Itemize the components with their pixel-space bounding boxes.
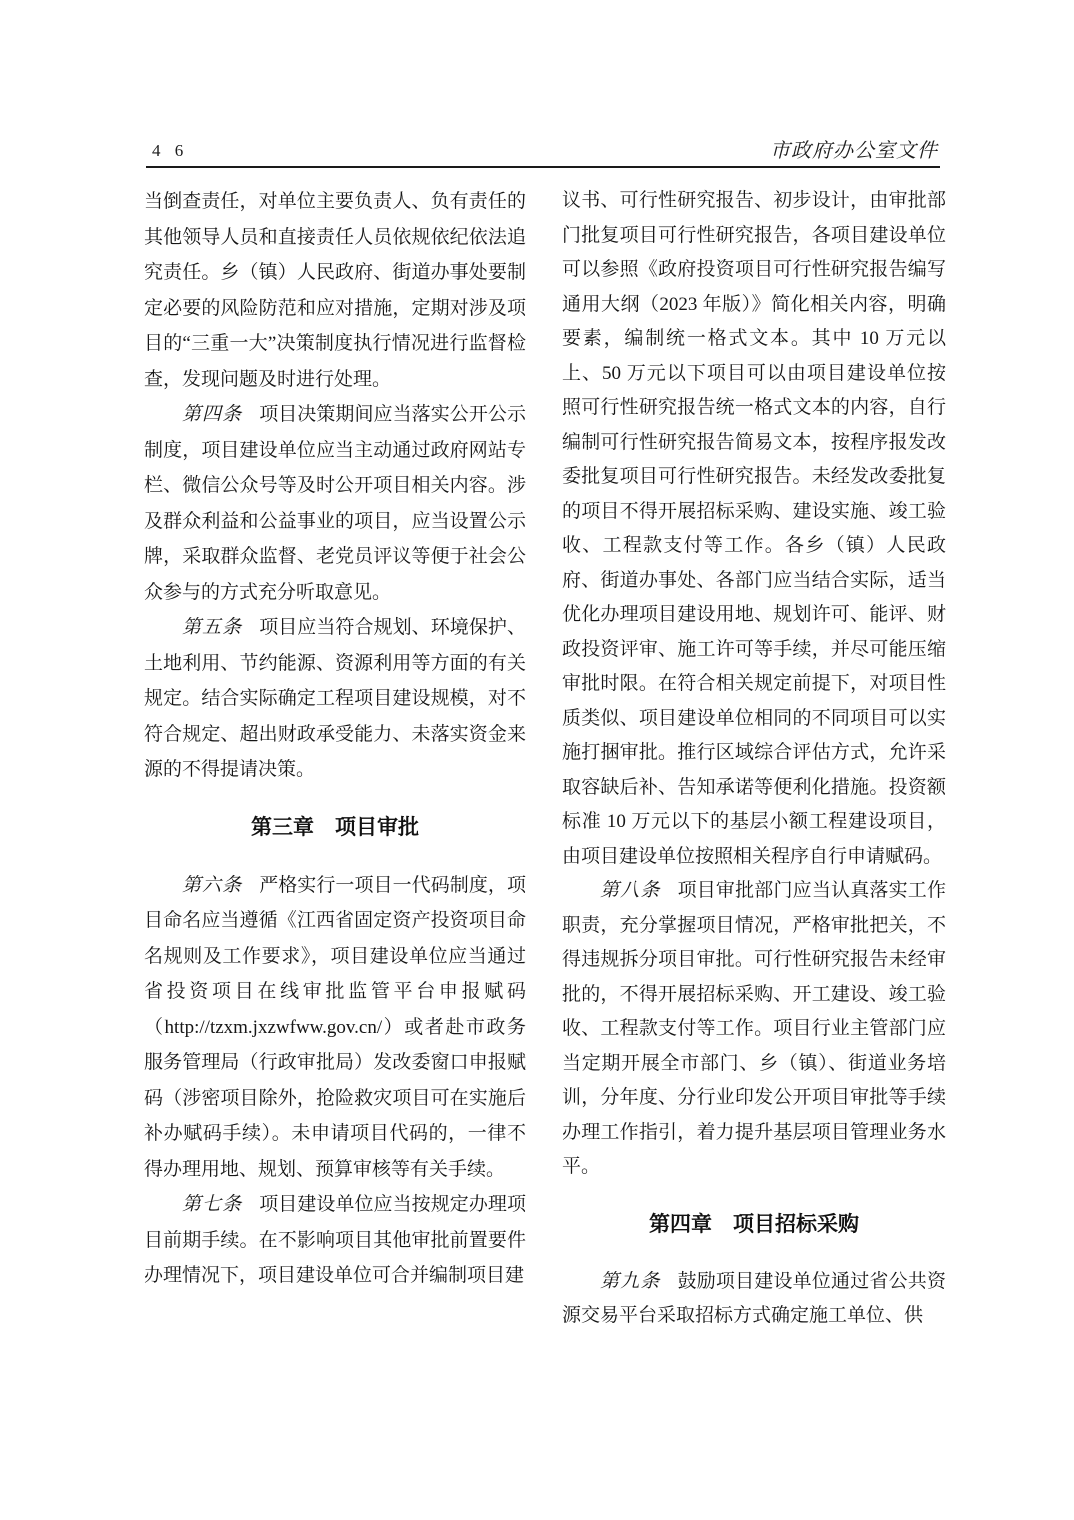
article-paragraph [144, 397, 526, 610]
paragraph-continuation: 当倒查责任，对单位主要负责人、负有责任的其他领导人员和直接责任人员依规依纪依法追究责任。乡（镇）人民政府、街道办事处要制定必要的风险防范和应对措施，定期对涉及项目的“三重一大”决策制度执行情况进行监督检查，发现问题及时进行处理。 [144, 191, 526, 390]
article-text: 项目建设单位应当按规定办理项目前期手续。在不影响项目其他审批前置要件办理情况下，项目建设单位可合并编制项目建 [144, 1194, 526, 1286]
article-paragraph [562, 874, 946, 1185]
article-paragraph [144, 868, 526, 1188]
article-term: 第六条 [182, 874, 243, 896]
chapter-heading: 第四章 项目招标采购 [649, 1212, 859, 1236]
page-number: 4 6 [152, 141, 189, 160]
article-text: 项目决策期间应当落实公开公示制度，项目建设单位应当主动通过政府网站专栏、微信公众号等及时公开项目相关内容。涉及群众利益和公益事业的项目，应当设置公示牌，采取群众监督、老党员评议等便于社会公众参与的方式充分听取意见。 [144, 404, 526, 603]
right-column [562, 184, 946, 1334]
article-term: 第四条 [182, 404, 243, 425]
article-text: 项目审批部门应当认真落实工作职责，充分掌握项目情况，严格审批把关，不得违规拆分项目审批。可行性研究报告未经审批的，不得开展招标采购、开工建设、竣工验收、工程款支付等工作。项目行业主管部门应当定期开展全市部门、乡（镇）、街道业务培训，分年度、分行业印发公开项目审批等手续办理工作指引，着力提升基层项目管理业务水平。 [562, 880, 946, 1177]
article-text: 项目应当符合规划、环境保护、土地利用、节约能源、资源利用等方面的有关规定。结合实际确定工程项目建设规模，对不符合规定、超出财政承受能力、未落实资金来源的不得提请决策。 [144, 617, 526, 780]
left-column [144, 184, 526, 1334]
paragraph-continuation: 议书、可行性研究报告、初步设计，由审批部门批复项目可行性研究报告，各项目建设单位可以参照《政府投资项目可行性研究报告编写通用大纲（2023 年版）》简化相关内容，明确要素，编制统一格式文本。其中 10 万元以上、50 万元以下项目可以由项目建设单位按照可行性研究报告统一格式文本的内容，自行编制可行性研究报告简易文本，按程序报发改委批复项目可行性研究报告。未经发改委批复的项目不得开展招标采购、建设实施、竣工验收、工程款支付等工作。各乡（镇）人民政府、街道办事处、各部门应当结合实际，适当优化办理项目建设用地、规划许可、能评、财政投资评审、施工许可等手续，并尽可能压缩审批时限。在符合相关规定前提下，对项目性质类似、项目建设单位相同的不同项目可以实施打捆审批。推行区域综合评估方式，允许采取容缺后补、告知承诺等便利化措施。投资额标准 10 万元以下的基层小额工程建设项目，由项目建设单位按照相关程序自行申请赋码。 [562, 190, 946, 867]
article-term: 第七条 [182, 1194, 243, 1215]
header-rule [146, 166, 940, 168]
article-term: 第九条 [600, 1270, 661, 1292]
article-text: 鼓励项目建设单位通过省公共资源交易平台采取招标方式确定施工单位、供 [562, 1270, 946, 1326]
chapter-heading: 第三章 项目审批 [251, 815, 419, 839]
article-term: 第五条 [182, 617, 243, 638]
article-paragraph [562, 1265, 946, 1334]
article-paragraph [144, 610, 526, 788]
article-paragraph [144, 1187, 526, 1294]
article-term: 第八条 [600, 880, 661, 901]
text-columns [144, 184, 946, 1334]
header-doc-label: 市政府办公室文件 [770, 140, 938, 162]
article-text: 严格实行一项目一代码制度，项目命名应当遵循《江西省固定资产投资项目命名规则及工作要求》，项目建设单位应当通过省投资项目在线审批监管平台申报赋码（http://tzxm.jxzwfww.gov.cn/）或者赴市政务服务管理局（行政审批局）发改委窗口申报赋码（涉密项目除外，抢险救灾项目可在实施后补办赋码手续）。未申请项目代码的，一律不得办理用地、规划、预算审核等有关手续。 [144, 874, 526, 1180]
